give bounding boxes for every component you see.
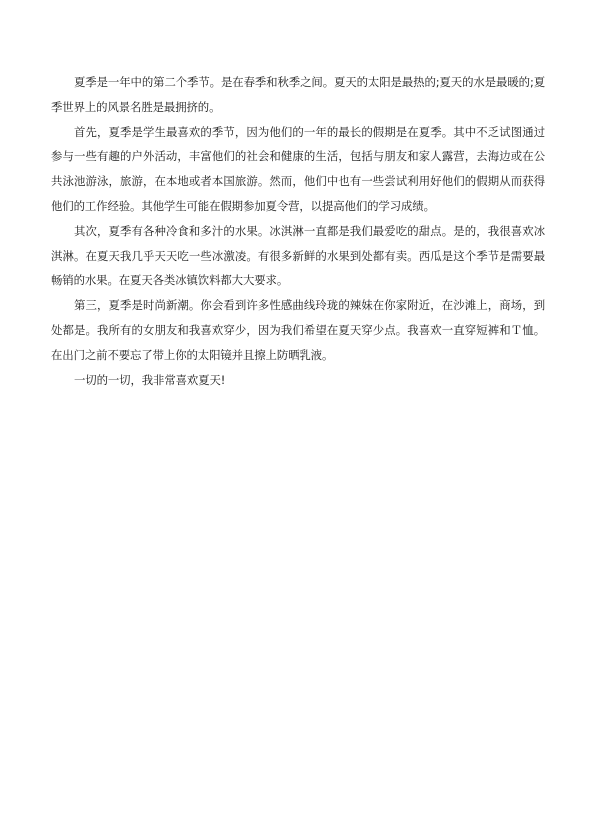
paragraph-conclusion: 一切的一切，我非常喜欢夏天! <box>74 372 226 387</box>
paragraph-first: 首先，夏季是学生最喜欢的季节，因为他们的一年的最长的假期是在夏季。其中不乏试图通过参与一些有趣的户外活动，丰富他们的社会和健康的生活，包括与朋友和家人露营，去海边或在公共泳池游泳，旅游，在本地或者本国旅游。然而，他们中也有一些尝试利用好他们的假期从而获得他们的工作经验。其他学生可能在假期参加夏令营，以提高他们的学习成绩。 <box>51 124 545 213</box>
document-body <box>51 70 545 392</box>
paragraph-third: 第三，夏季是时尚新潮。你会看到许多性感曲线玲珑的辣妹在你家附近，在沙滩上，商场，到处都是。我所有的女朋友和我喜欢穿少，因为我们希望在夏天穿少点。我喜欢一直穿短裤和Ｔ恤。在出门之前不要忘了带上你的太阳镜并且擦上防晒乳液。 <box>51 298 545 362</box>
paragraph-second: 其次，夏季有各种冷食和多汁的水果。冰淇淋一直都是我们最爱吃的甜点。是的，我很喜欢冰淇淋。在夏天我几乎天天吃一些冰激凌。有很多新鲜的水果到处都有卖。西瓜是这个季节是需要最畅销的水果。在夏天各类冰镇饮料都大大要求。 <box>51 223 545 288</box>
paragraph-intro: 夏季是一年中的第二个季节。是在春季和秋季之间。夏天的太阳是最热的;夏天的水是最暖的;夏季世界上的风景名胜是最拥挤的。 <box>51 75 545 114</box>
